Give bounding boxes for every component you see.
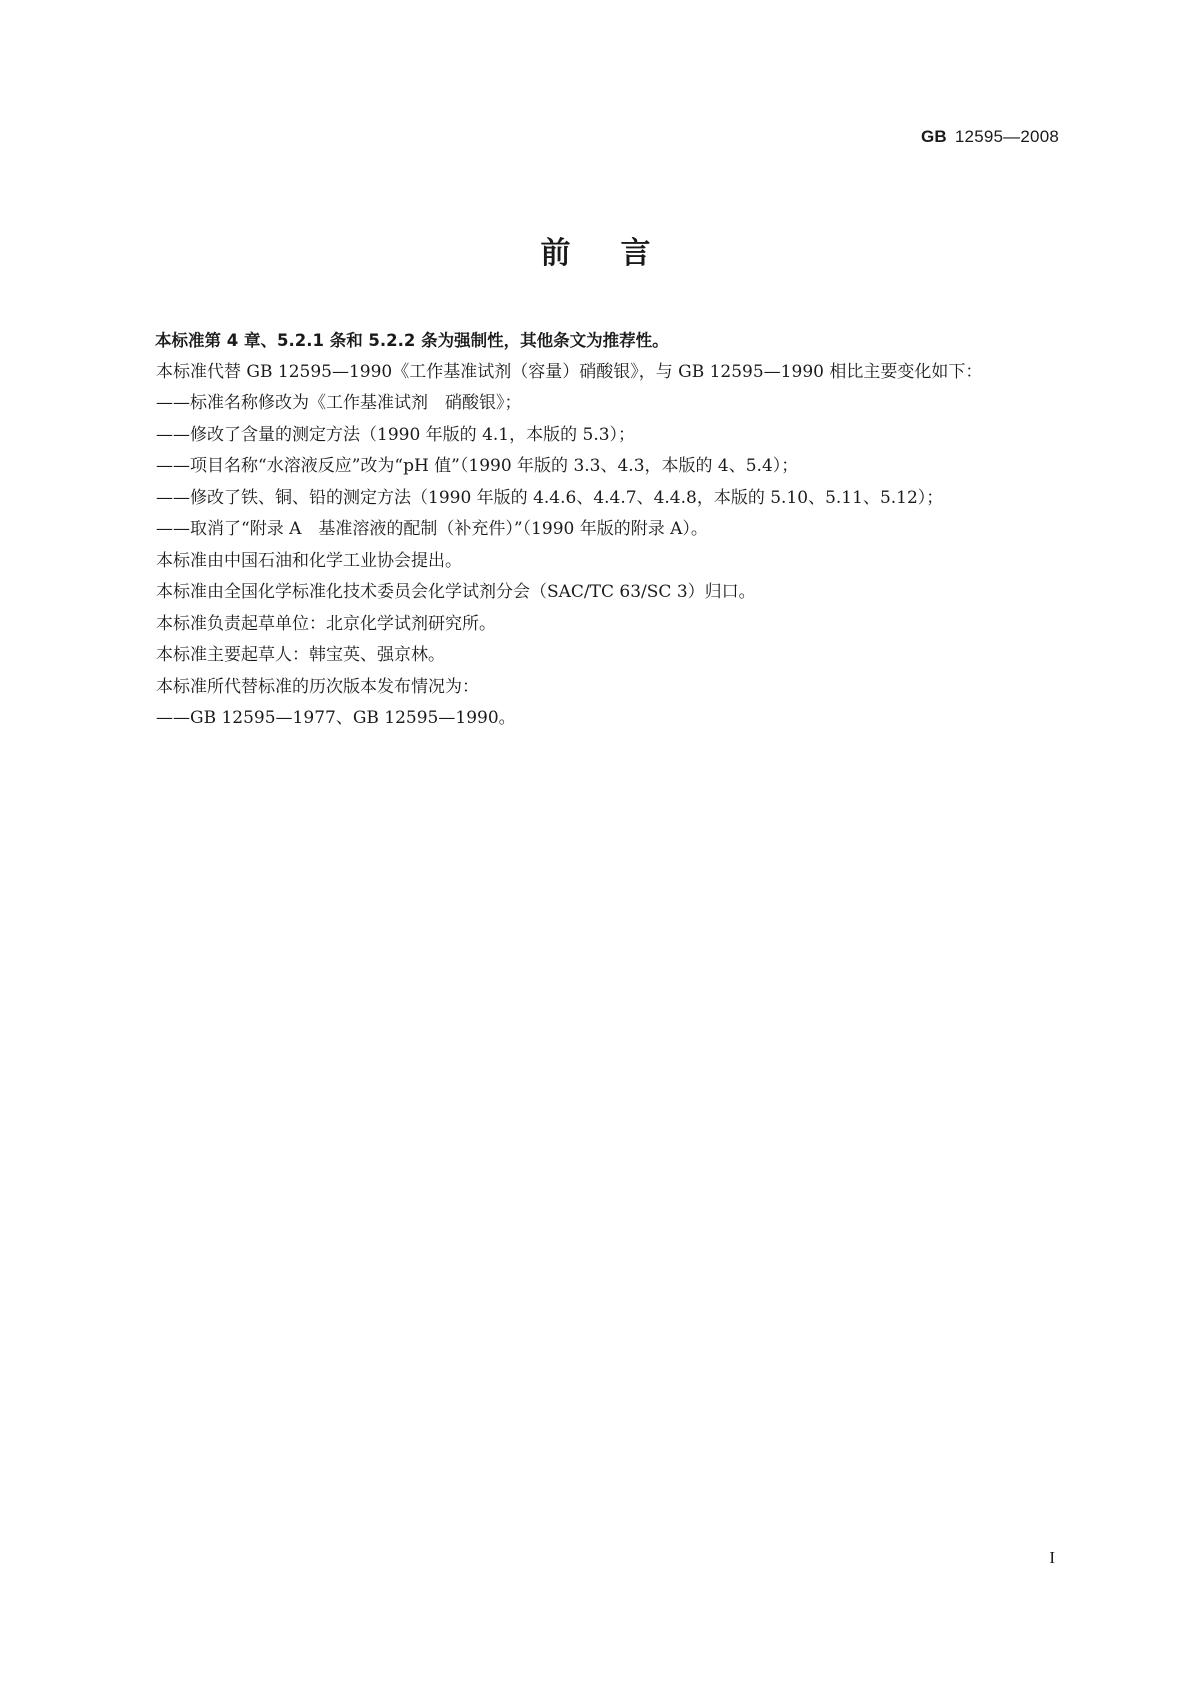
foreword-body <box>122 325 1067 735</box>
previous-versions-statement: 本标准所代替标准的历次版本发布情况为： <box>156 676 479 697</box>
drafters-statement: 本标准主要起草人：韩宝英、强京林。 <box>156 645 445 665</box>
standard-prefix: GB <box>921 127 947 146</box>
standard-number: 12595—2008 <box>954 127 1059 146</box>
mandatory-clause-statement: 本标准第 4 章、5.2.1 条和 5.2.2 条为强制性，其他条文为推荐性。 <box>155 331 669 350</box>
change-item: ——取消了“附录 A 基准溶液的配制（补充件）”（1990 年版的附录 A）。 <box>156 519 708 539</box>
drafting-unit-statement: 本标准负责起草单位：北京化学试剂研究所。 <box>156 613 496 634</box>
change-item: ——修改了铁、铜、铅的测定方法（1990 年版的 4.4.6、4.4.7、4.4.8，本版的 5.10、5.11、5.12）； <box>156 487 944 508</box>
change-item: ——修改了含量的测定方法（1990 年版的 4.1，本版的 5.3）； <box>156 424 636 445</box>
change-item: ——标准名称修改为《工作基准试剂 硝酸银》； <box>156 393 522 413</box>
replacement-statement: 本标准代替 GB 12595—1990《工作基准试剂（容量）硝酸银》，与 GB 12595—1990 相比主要变化如下： <box>156 361 983 382</box>
responsible-committee-statement: 本标准由全国化学标准化技术委员会化学试剂分会（SAC/TC 63/SC 3）归口。 <box>156 582 756 602</box>
page-title: 前言 <box>540 236 701 271</box>
standard-code <box>921 127 1059 147</box>
proposer-statement: 本标准由中国石油和化学工业协会提出。 <box>156 550 462 571</box>
previous-versions-item: ——GB 12595—1977、GB 12595—1990。 <box>156 708 516 728</box>
page-number: I <box>1049 1548 1055 1567</box>
change-item: ——项目名称“水溶液反应”改为“pH 值”（1990 年版的 3.3、4.3，本版的 4、5.4）； <box>156 456 799 476</box>
